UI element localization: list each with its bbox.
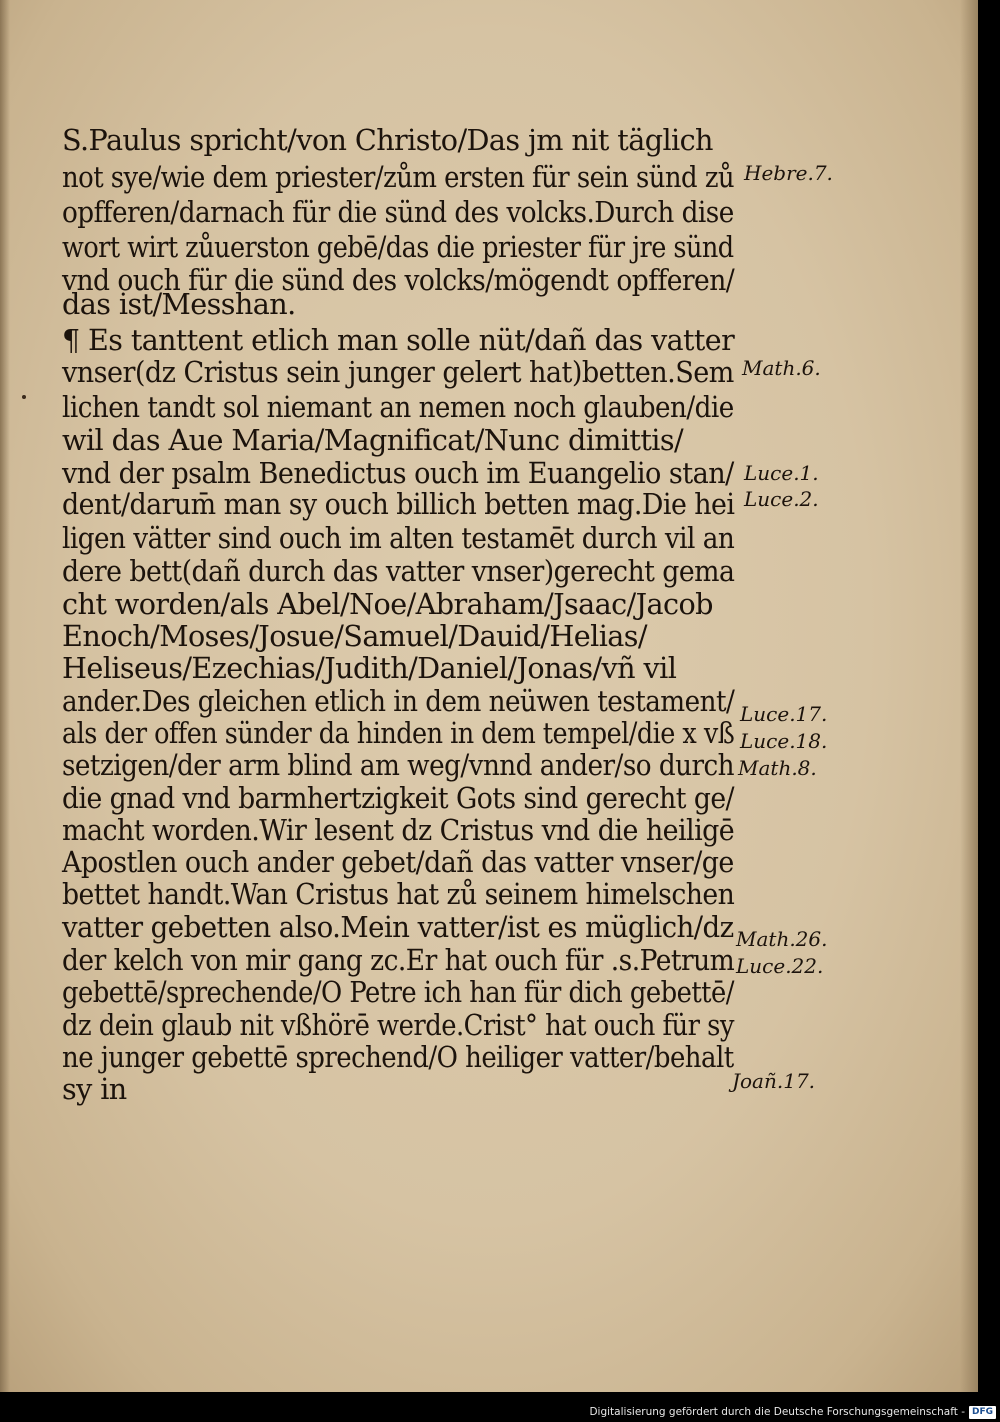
text-line: vnd der psalm Benedictus ouch im Euangelio stan/ <box>62 456 734 490</box>
text-line: ne junger gebettē sprechend/O heiliger vatter/behalt <box>62 1040 734 1074</box>
text-line: sy in <box>62 1072 127 1106</box>
text-line: opfferen/darnach für die sünd des volcks.Durch dise <box>62 195 734 229</box>
text-line: ander.Des gleichen etlich in dem neüwen testament/ <box>62 684 735 718</box>
digitization-credit <box>589 1403 996 1421</box>
text-line: Apostlen ouch ander gebet/dañ das vatter vnser/ge <box>62 845 734 879</box>
text-line: wort wirt zůuerston gebē/das die priester für jre sünd <box>62 230 734 264</box>
margin-reference: Math.8. <box>738 756 817 780</box>
text-line: S.Paulus spricht/von Christo/Das jm nit täglich <box>62 123 713 157</box>
text-line: dent/darum̄ man sy ouch billich betten mag.Die hei <box>62 487 735 521</box>
text-line: bettet handt.Wan Cristus hat zů seinem himelschen <box>62 877 735 911</box>
text-line: setzigen/der arm blind am weg/vnnd ander/so durch <box>62 748 735 782</box>
dfg-logo-icon: DFG <box>969 1406 996 1419</box>
ink-speck <box>22 395 26 399</box>
text-line: not sye/wie dem priester/zům ersten für sein sünd zů <box>62 160 735 194</box>
credit-text: Digitalisierung gefördert durch die Deutsche Forschungsgemeinschaft - <box>589 1406 965 1418</box>
margin-reference: Luce.1. <box>744 461 819 485</box>
text-line: wil das Aue Maria/Magnificat/Nunc dimittis/ <box>62 423 684 457</box>
margin-reference: Joañ.17. <box>732 1069 816 1093</box>
text-line: dere bett(dañ durch das vatter vnser)gerecht gema <box>62 554 735 588</box>
text-line: der kelch von mir gang zc.Er hat ouch für .s.Petrum <box>62 943 735 977</box>
margin-reference: Luce.18. <box>740 729 828 753</box>
margin-reference: Luce.17. <box>740 702 828 726</box>
text-line: lichen tandt sol niemant an nemen noch glauben/die <box>62 390 734 424</box>
margin-reference: Luce.22. <box>736 954 824 978</box>
text-line: vnd ouch für die sünd des volcks/mögendt opfferen/ <box>62 263 735 297</box>
text-line: als der offen sünder da hinden in dem tempel/die x vß <box>62 716 735 750</box>
text-line: macht worden.Wir lesent dz Cristus vnd die heiligē <box>62 813 735 847</box>
text-line: ¶ Es tanttent etlich man solle nüt/dañ das vatter <box>62 323 735 357</box>
text-line: Heliseus/Ezechias/Judith/Daniel/Jonas/vñ vil <box>62 651 677 685</box>
text-line: dz dein glaub nit vßhörē werde.Crist° hat ouch für sy <box>62 1008 734 1042</box>
text-line: das ist/Messhan. <box>62 287 296 321</box>
text-line: vnser(dz Cristus sein junger gelert hat)betten.Sem <box>62 355 734 389</box>
text-line: gebettē/sprechende/O Petre ich han für dich gebettē/ <box>62 975 734 1009</box>
margin-reference: Luce.2. <box>744 487 819 511</box>
text-line: ligen vätter sind ouch im alten testamēt durch vil an <box>62 521 735 555</box>
margin-reference: Math.6. <box>742 356 821 380</box>
margin-reference: Math.26. <box>736 927 828 951</box>
text-line: die gnad vnd barmhertzigkeit Gots sind gerecht ge/ <box>62 781 734 815</box>
margin-reference: Hebre.7. <box>744 161 833 185</box>
text-line: cht worden/als Abel/Noe/Abraham/Jsaac/Jacob <box>62 587 713 621</box>
text-line: Enoch/Moses/Josue/Samuel/Dauid/Helias/ <box>62 619 647 653</box>
text-line: vatter gebetten also.Mein vatter/ist es müglich/dz <box>62 910 734 944</box>
